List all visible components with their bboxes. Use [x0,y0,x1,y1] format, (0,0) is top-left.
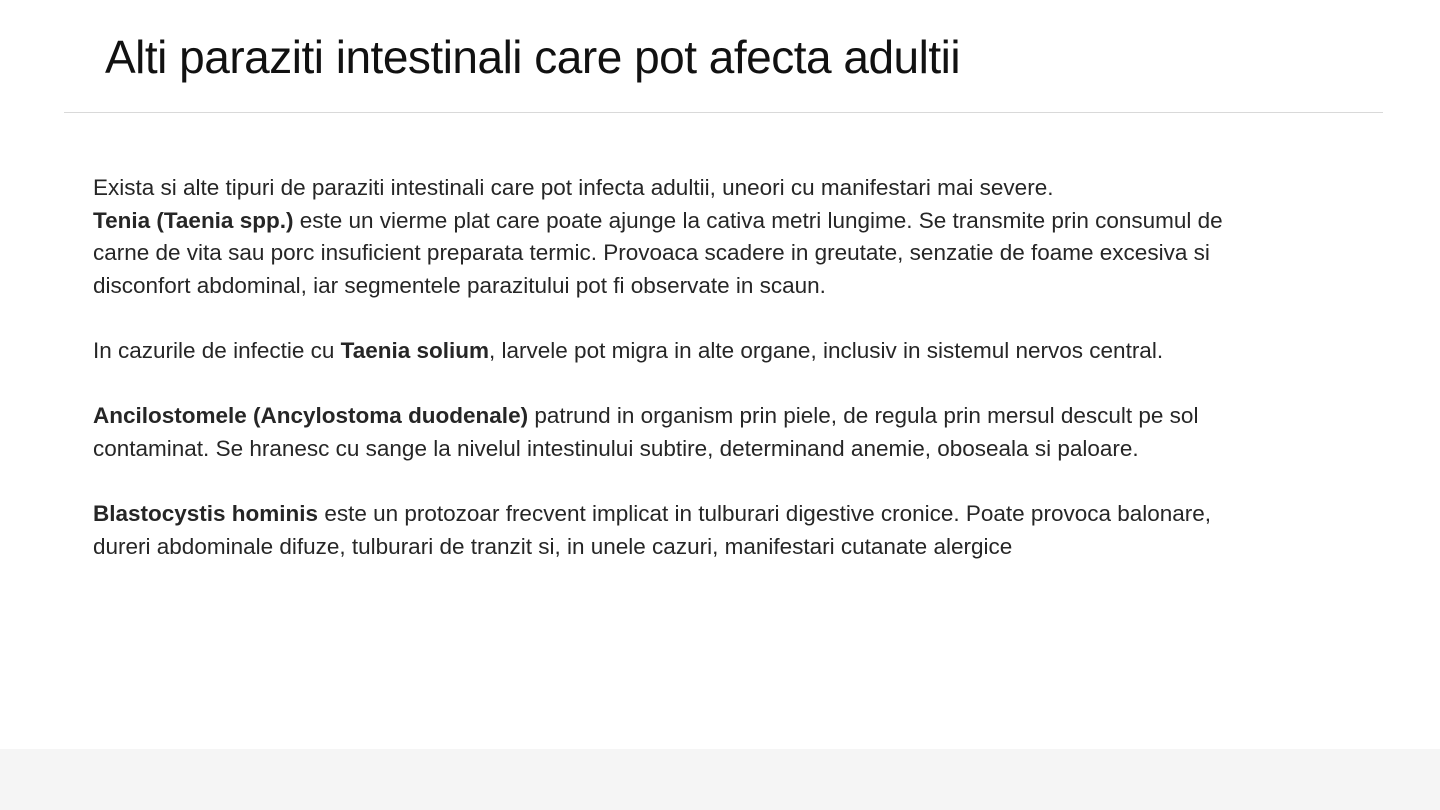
paragraph [93,172,1408,302]
bold-text-run: Blastocystis hominis [93,500,319,526]
text-run: carne de vita sau porc insuficient preparata termic. Provoaca scadere in greutate, senzatie de foame excesiva si [93,240,1210,266]
text-run: este un protozoar frecvent implicat in tulburari digestive cronice. Poate provoca balonare, [318,500,1212,526]
paragraph [93,400,1408,465]
title-divider [64,112,1383,113]
footer-bar [0,749,1440,810]
text-run: patrund in organism prin piele, de regula prin mersul descult pe sol [528,403,1199,429]
bold-text-run: Ancilostomele (Ancylostoma duodenale) [93,403,529,429]
text-run: dureri abdominale difuze, tulburari de tranzit si, in unele cazuri, manifestari cutanate alergice [93,533,1013,559]
text-run: este un vierme plat care poate ajunge la cativa metri lungime. Se transmite prin consumul de [293,207,1223,233]
slide-title: Alti paraziti intestinali care pot afecta adultii [105,31,961,83]
body-text-block [93,172,1408,563]
text-run: Exista si alte tipuri de paraziti intestinali care pot infecta adultii, uneori cu manifestari mai severe. [93,175,1054,200]
text-run: contaminat. Se hranesc cu sange la nivelul intestinului subtire, determinand anemie, oboseala si paloare. [93,435,1139,461]
text-run: disconfort abdominal, iar segmentele parazitului pot fi observate in scaun. [93,272,826,298]
text-run: , larvele pot migra in alte organe, inclusiv in sistemul nervos central. [489,337,1164,363]
paragraph [93,498,1408,563]
paragraph [93,335,1408,368]
bold-text-run: Tenia (Taenia spp.) [93,207,294,233]
bold-text-run: Taenia solium [340,337,490,363]
text-run: In cazurile de infectie cu [93,337,341,363]
